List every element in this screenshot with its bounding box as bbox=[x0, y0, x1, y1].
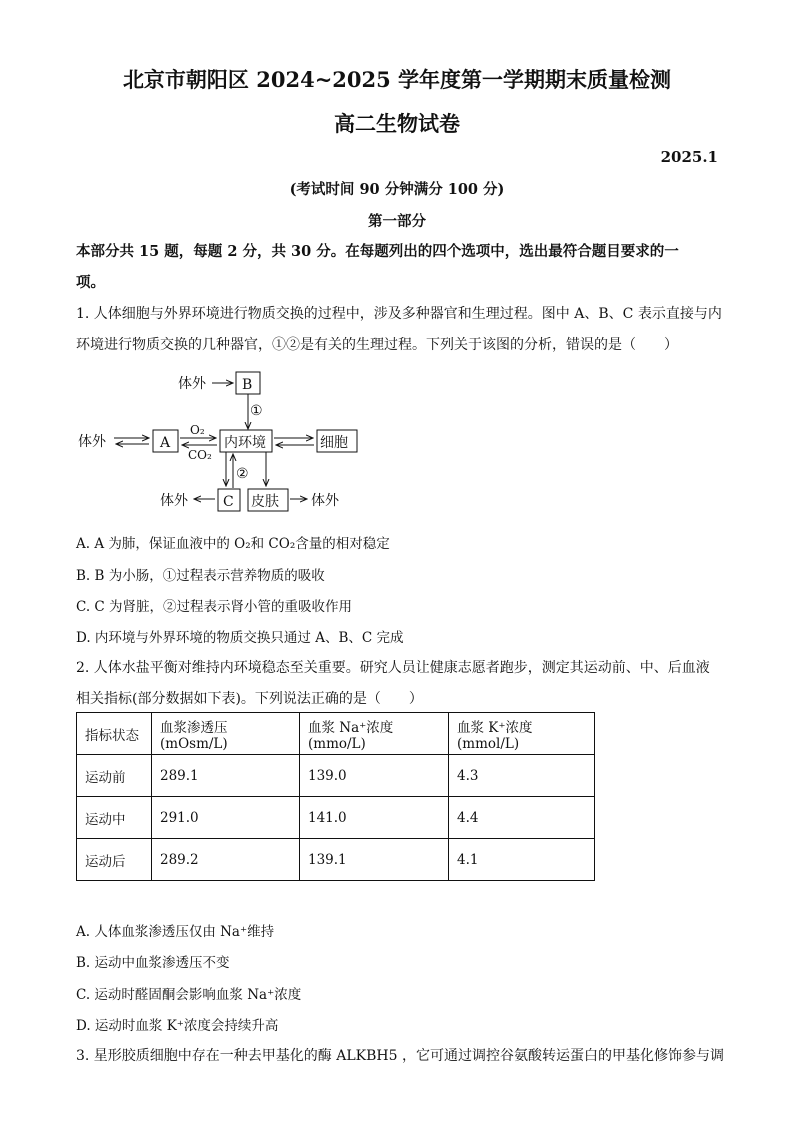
table-cell: 139.1 bbox=[300, 839, 449, 881]
q2-option-c: C. 运动时醛固酮会影响血浆 Na⁺浓度 bbox=[76, 987, 302, 1003]
q2-data-table bbox=[76, 712, 595, 881]
table-cell: 289.1 bbox=[152, 755, 300, 797]
diagram-outside-bottom-right: 体外 bbox=[311, 493, 339, 509]
table-cell: 运动中 bbox=[77, 797, 152, 839]
table-row bbox=[77, 755, 595, 797]
table-cell: 289.2 bbox=[152, 839, 300, 881]
table-cell: 4.3 bbox=[449, 755, 595, 797]
diagram-circle-1: ① bbox=[250, 403, 263, 419]
instructions-line-2: 项。 bbox=[76, 274, 105, 291]
table-cell: 291.0 bbox=[152, 797, 300, 839]
table-header-cell: 血浆 K⁺浓度(mmol/L) bbox=[449, 713, 595, 755]
exam-info: (考试时间 90 分钟满分 100 分) bbox=[289, 181, 505, 198]
table-row bbox=[77, 797, 595, 839]
table-header-row bbox=[77, 713, 595, 755]
exam-date: 2025.1 bbox=[660, 148, 718, 166]
q2-stem-line-2: 相关指标(部分数据如下表)。下列说法正确的是（ ） bbox=[76, 691, 423, 707]
q2-option-b: B. 运动中血浆渗透压不变 bbox=[76, 955, 230, 971]
instructions-line-1: 本部分共 15 题，每题 2 分，共 30 分。在每题列出的四个选项中，选出最符合题目要求的一 bbox=[76, 243, 679, 260]
table-cell: 139.0 bbox=[300, 755, 449, 797]
table-cell: 4.4 bbox=[449, 797, 595, 839]
q1-option-c: C. C 为肾脏，②过程表示肾小管的重吸收作用 bbox=[76, 599, 353, 615]
q1-option-b: B. B 为小肠，①过程表示营养物质的吸收 bbox=[76, 568, 325, 584]
q3-stem-line-1: 3. 星形胶质细胞中存在一种去甲基化的酶 ALKBH5 ，它可通过调控谷氨酸转运蛋白的甲基化修饰参与调 bbox=[76, 1048, 724, 1064]
q1-stem-line-1: 1. 人体细胞与外界环境进行物质交换的过程中，涉及多种器官和生理过程。图中 A、B、C 表示直接与内 bbox=[76, 306, 722, 322]
page-title: 北京市朝阳区 2024~2025 学年度第一学期期末质量检测 bbox=[122, 67, 672, 92]
part-heading: 第一部分 bbox=[368, 213, 426, 230]
diagram-co2: CO₂ bbox=[188, 448, 212, 462]
table-header-cell: 指标状态 bbox=[77, 713, 152, 755]
diagram-outside-top: 体外 bbox=[178, 376, 206, 392]
diagram-label-c: C bbox=[223, 494, 234, 510]
q1-diagram bbox=[0, 360, 794, 520]
q1-option-a: A. A 为肺，保证血液中的 O₂和 CO₂含量的相对稳定 bbox=[76, 536, 390, 552]
diagram-label-a: A bbox=[160, 435, 171, 451]
table-cell: 4.1 bbox=[449, 839, 595, 881]
diagram-circle-2: ② bbox=[236, 466, 249, 482]
table-cell: 141.0 bbox=[300, 797, 449, 839]
page-subtitle: 高二生物试卷 bbox=[334, 111, 460, 136]
q1-option-d: D. 内环境与外界环境的物质交换只通过 A、B、C 完成 bbox=[76, 630, 404, 646]
diagram-label-b: B bbox=[242, 377, 253, 393]
diagram-label-cell: 细胞 bbox=[320, 435, 348, 451]
q2-option-d: D. 运动时血浆 K⁺浓度会持续升高 bbox=[76, 1018, 279, 1034]
table-header-cell: 血浆渗透压(mOsm/L) bbox=[152, 713, 300, 755]
q2-stem-line-1: 2. 人体水盐平衡对维持内环境稳态至关重要。研究人员让健康志愿者跑步，测定其运动前、中、后血液 bbox=[76, 660, 710, 676]
diagram-o2: O₂ bbox=[190, 423, 205, 437]
q2-option-a: A. 人体血浆渗透压仅由 Na⁺维持 bbox=[76, 924, 275, 940]
table-header-cell: 血浆 Na⁺浓度(mmo/L) bbox=[300, 713, 449, 755]
table-cell: 运动前 bbox=[77, 755, 152, 797]
diagram-outside-left: 体外 bbox=[78, 434, 106, 450]
diagram-outside-bottom-left: 体外 bbox=[160, 493, 188, 509]
diagram-label-skin: 皮肤 bbox=[251, 494, 279, 510]
table-row bbox=[77, 839, 595, 881]
table-cell: 运动后 bbox=[77, 839, 152, 881]
diagram-label-inner-env: 内环境 bbox=[224, 435, 266, 451]
q1-stem-line-2: 环境进行物质交换的几种器官，①②是有关的生理过程。下列关于该图的分析，错误的是（ ） bbox=[76, 337, 678, 353]
